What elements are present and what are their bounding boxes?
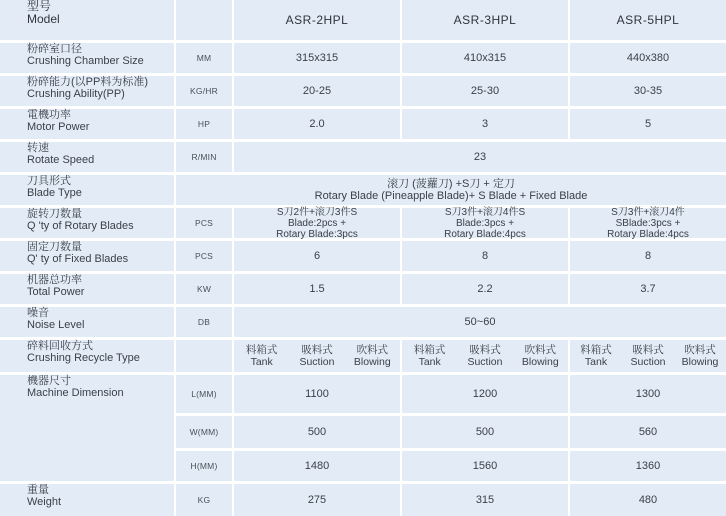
value-cell: 315x315 bbox=[234, 43, 400, 73]
unit-cell: DB bbox=[176, 307, 232, 337]
value-cell-merged: 23 bbox=[234, 142, 726, 172]
label-en: Crushing Recycle Type bbox=[27, 352, 140, 364]
option-cn: 料箱式 bbox=[580, 344, 612, 356]
label-en: Weight bbox=[27, 496, 62, 508]
row-label-total-power bbox=[0, 274, 174, 304]
label-cn: 固定刀数量 bbox=[27, 241, 82, 253]
model-name-3: ASR-5HPL bbox=[570, 0, 726, 40]
value-cell: 410x315 bbox=[402, 43, 568, 73]
value-cell: 25-30 bbox=[402, 76, 568, 106]
value-line: S刀2件+滚刀3件S bbox=[276, 206, 358, 218]
row-label-chamber bbox=[0, 43, 174, 73]
option-en: Tank bbox=[250, 356, 273, 368]
row-label-noise bbox=[0, 307, 174, 337]
blade-type-cn: 滚刀 (菠蘿刀) +S刀 + 定刀 bbox=[387, 178, 515, 190]
value-cell: 30-35 bbox=[570, 76, 726, 106]
option-cn: 吸料式 bbox=[469, 344, 501, 356]
option-en: Blowing bbox=[681, 356, 719, 368]
header-model-label bbox=[0, 0, 174, 40]
option-cn: 吹料式 bbox=[524, 344, 557, 356]
recycle-options bbox=[234, 340, 400, 372]
recycle-option bbox=[457, 340, 512, 372]
value-line: S刀3件+滚刀4件 bbox=[611, 206, 685, 218]
unit-cell: HP bbox=[176, 109, 232, 139]
recycle-option bbox=[513, 340, 568, 372]
model-name-2: ASR-3HPL bbox=[402, 0, 568, 40]
value-cell: 3.7 bbox=[570, 274, 726, 304]
label-en: Total Power bbox=[27, 286, 85, 298]
row-label-ability bbox=[0, 76, 174, 106]
label-cn: 机器总功率 bbox=[27, 274, 82, 286]
row-label-speed bbox=[0, 142, 174, 172]
recycle-option bbox=[345, 340, 400, 372]
row-label-blade-type bbox=[0, 175, 174, 205]
label-cn: 碎料回收方式 bbox=[27, 340, 93, 352]
value-cell: 1480 bbox=[234, 451, 400, 481]
label-en: Motor Power bbox=[27, 121, 90, 133]
label-en: Noise Level bbox=[27, 319, 85, 331]
value-cell: 1200 bbox=[402, 375, 568, 413]
label-en: Blade Type bbox=[27, 187, 82, 199]
unit-cell: KG bbox=[176, 484, 232, 516]
value-cell: 8 bbox=[570, 241, 726, 271]
label-en: Machine Dimension bbox=[27, 387, 124, 399]
option-cn: 吸料式 bbox=[301, 344, 333, 356]
unit-cell: W(MM) bbox=[176, 416, 232, 448]
option-cn: 吸料式 bbox=[632, 344, 664, 356]
option-en: Tank bbox=[584, 356, 608, 368]
label-en: Crushing Chamber Size bbox=[27, 55, 144, 67]
blade-type-value bbox=[176, 175, 726, 205]
value-line: SBlade:3pcs + bbox=[615, 217, 681, 229]
option-en: Suction bbox=[467, 356, 503, 368]
value-line: Rotary Blade:4pcs bbox=[444, 228, 526, 240]
recycle-options bbox=[570, 340, 726, 372]
value-cell: 560 bbox=[570, 416, 726, 448]
unit-cell: KW bbox=[176, 274, 232, 304]
value-cell: 5 bbox=[570, 109, 726, 139]
model-name-1: ASR-2HPL bbox=[234, 0, 400, 40]
label-cn: 粉碎能力(以PP料为标准) bbox=[27, 76, 148, 88]
model-label-en: Model bbox=[27, 12, 60, 26]
value-cell: 1300 bbox=[570, 375, 726, 413]
unit-cell bbox=[176, 340, 232, 372]
label-en: Q' ty of Fixed Blades bbox=[27, 253, 129, 265]
unit-cell: KG/HR bbox=[176, 76, 232, 106]
option-cn: 料箱式 bbox=[413, 344, 446, 356]
label-en: Rotate Speed bbox=[27, 154, 95, 166]
recycle-option bbox=[674, 340, 726, 372]
option-en: Suction bbox=[630, 356, 666, 368]
row-label-weight bbox=[0, 484, 174, 516]
recycle-option bbox=[234, 340, 289, 372]
value-cell: 1.5 bbox=[234, 274, 400, 304]
option-cn: 料箱式 bbox=[245, 344, 278, 356]
label-cn: 電機功率 bbox=[27, 109, 71, 121]
unit-cell: PCS bbox=[176, 241, 232, 271]
recycle-option bbox=[402, 340, 457, 372]
value-cell: 6 bbox=[234, 241, 400, 271]
value-cell: 2.0 bbox=[234, 109, 400, 139]
recycle-options bbox=[402, 340, 568, 372]
row-label-dimension bbox=[0, 375, 174, 481]
value-line: Rotary Blade:3pcs bbox=[276, 228, 358, 240]
blade-type-en: Rotary Blade (Pineapple Blade)+ S Blade + Fixed Blade bbox=[314, 190, 588, 202]
header-unit-cell bbox=[176, 0, 232, 40]
value-line: S刀3件+滚刀4件S bbox=[444, 206, 526, 218]
label-cn: 粉碎室口径 bbox=[27, 43, 82, 55]
value-cell: 8 bbox=[402, 241, 568, 271]
option-en: Suction bbox=[299, 356, 335, 368]
value-cell: 500 bbox=[402, 416, 568, 448]
option-en: Blowing bbox=[353, 356, 391, 368]
row-label-motor bbox=[0, 109, 174, 139]
unit-cell: H(MM) bbox=[176, 451, 232, 481]
label-cn: 機器尺寸 bbox=[27, 375, 71, 387]
option-en: Blowing bbox=[521, 356, 559, 368]
value-cell: 275 bbox=[234, 484, 400, 516]
value-cell: 480 bbox=[570, 484, 726, 516]
value-cell: 2.2 bbox=[402, 274, 568, 304]
row-label-rotary-qty bbox=[0, 208, 174, 238]
value-line: Blade:3pcs + bbox=[455, 217, 515, 229]
unit-cell: MM bbox=[176, 43, 232, 73]
value-cell bbox=[402, 208, 568, 238]
unit-cell: L(MM) bbox=[176, 375, 232, 413]
label-cn: 噪音 bbox=[27, 307, 49, 319]
value-cell: 315 bbox=[402, 484, 568, 516]
unit-cell: R/MIN bbox=[176, 142, 232, 172]
value-cell bbox=[234, 208, 400, 238]
label-cn: 刀具形式 bbox=[27, 175, 71, 187]
row-label-fixed-qty bbox=[0, 241, 174, 271]
recycle-option bbox=[289, 340, 344, 372]
value-cell: 1560 bbox=[402, 451, 568, 481]
value-cell: 1360 bbox=[570, 451, 726, 481]
row-label-recycle bbox=[0, 340, 174, 372]
value-cell-merged: 50~60 bbox=[234, 307, 726, 337]
recycle-option bbox=[622, 340, 674, 372]
label-en: Q 'ty of Rotary Blades bbox=[27, 220, 134, 232]
value-cell bbox=[570, 208, 726, 238]
recycle-option bbox=[570, 340, 622, 372]
value-line: Rotary Blade:4pcs bbox=[607, 228, 689, 240]
label-en: Crushing Ability(PP) bbox=[27, 88, 125, 100]
value-cell: 500 bbox=[234, 416, 400, 448]
value-line: Blade:2pcs + bbox=[287, 217, 347, 229]
label-cn: 转速 bbox=[27, 142, 49, 154]
label-cn: 旋转刀数量 bbox=[27, 208, 82, 220]
option-cn: 吹料式 bbox=[684, 344, 716, 356]
model-label-cn: 型号 bbox=[27, 0, 52, 13]
value-cell: 3 bbox=[402, 109, 568, 139]
value-cell: 20-25 bbox=[234, 76, 400, 106]
unit-cell: PCS bbox=[176, 208, 232, 238]
value-cell: 440x380 bbox=[570, 43, 726, 73]
option-cn: 吹料式 bbox=[356, 344, 389, 356]
value-cell: 1100 bbox=[234, 375, 400, 413]
option-en: Tank bbox=[418, 356, 441, 368]
label-cn: 重量 bbox=[27, 484, 49, 496]
